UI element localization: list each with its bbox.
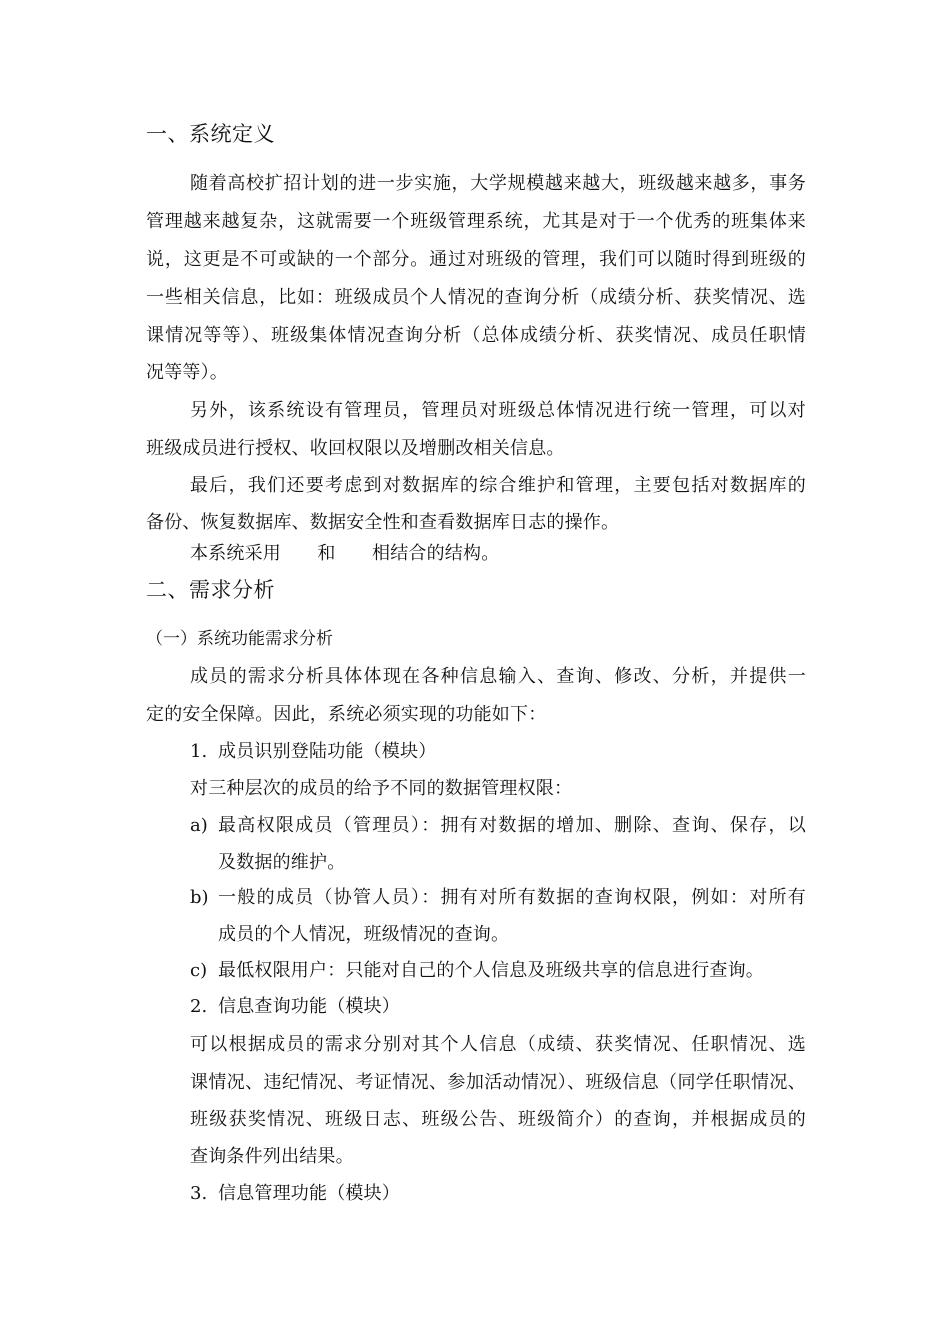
paragraph-line: 另外，该系统设有管理员，管理员对班级总体情况进行统一管理，可以对 (190, 400, 806, 421)
section-heading-system-definition: 一、系统定义 (146, 122, 275, 146)
subsection-heading: （一）系统功能需求分析 (146, 629, 333, 649)
paragraph-line: 可以根据成员的需求分别对其个人信息（成绩、获奖情况、任职情况、选 (190, 1034, 806, 1055)
paragraph-line: 本系统采用 和 相结合的结构。 (190, 543, 500, 564)
list-marker: 2. (190, 996, 208, 1017)
paragraph-line: 一些相关信息，比如：班级成员个人情况的查询分析（成绩分析、获奖情况、选 (146, 287, 806, 308)
paragraph-line: 定的安全保障。因此，系统必须实现的功能如下： (146, 704, 547, 725)
paragraph-line: 随着高校扩招计划的进一步实施，大学规模越来越大，班级越来越多，事务 (190, 173, 806, 194)
paragraph-line: 班级成员进行授权、收回权限以及增删改相关信息。 (146, 438, 565, 459)
sublist-item-line: 最低权限用户：只能对自己的个人信息及班级共享的信息进行查询。 (218, 960, 764, 981)
paragraph-line: 说，这更是不可或缺的一个部分。通过对班级的管理，我们可以随时得到班级的 (146, 249, 806, 270)
paragraph-line: 管理越来越复杂，这就需要一个班级管理系统，尤其是对于一个优秀的班集体来 (146, 211, 806, 232)
sublist-marker: b) (190, 887, 209, 908)
sublist-item-line: 最高权限成员（管理员）：拥有对数据的增加、删除、查询、保存，以 (218, 815, 806, 836)
sublist-item-line: 成员的个人情况，班级情况的查询。 (218, 924, 510, 945)
list-item-title: 信息管理功能（模块） (218, 1183, 400, 1204)
section-heading-requirements-analysis: 二、需求分析 (146, 578, 275, 602)
paragraph-line: 况等等）。 (146, 362, 228, 383)
list-item-title: 成员识别登陆功能（模块） (218, 741, 437, 762)
sublist-item-line: 一般的成员（协管人员）：拥有对所有数据的查询权限，例如：对所有 (218, 887, 806, 908)
list-marker: 1. (190, 741, 208, 762)
paragraph-line: 课情况、违纪情况、考证情况、参加活动情况）、班级信息（同学任职情况、 (190, 1072, 806, 1093)
paragraph-line: 班级获奖情况、班级日志、班级公告、班级简介）的查询，并根据成员的 (190, 1109, 806, 1130)
sublist-marker: a) (190, 815, 208, 836)
paragraph-line: 对三种层次的成员的给予不同的数据管理权限： (190, 778, 573, 799)
sublist-marker: c) (190, 960, 208, 981)
paragraph-line: 成员的需求分析具体体现在各种信息输入、查询、修改、分析，并提供一 (190, 666, 806, 687)
list-marker: 3. (190, 1183, 208, 1204)
paragraph-line: 备份、恢复数据库、数据安全性和查看数据库日志的操作。 (146, 512, 620, 533)
paragraph-line: 查询条件列出结果。 (190, 1146, 354, 1167)
paragraph-line: 课情况等等）、班级集体情况查询分析（总体成绩分析、获奖情况、成员任职情 (146, 325, 806, 346)
list-item-title: 信息查询功能（模块） (218, 996, 400, 1017)
sublist-item-line: 及数据的维护。 (218, 852, 346, 873)
paragraph-line: 最后，我们还要考虑到对数据库的综合维护和管理，主要包括对数据库的 (190, 475, 806, 496)
